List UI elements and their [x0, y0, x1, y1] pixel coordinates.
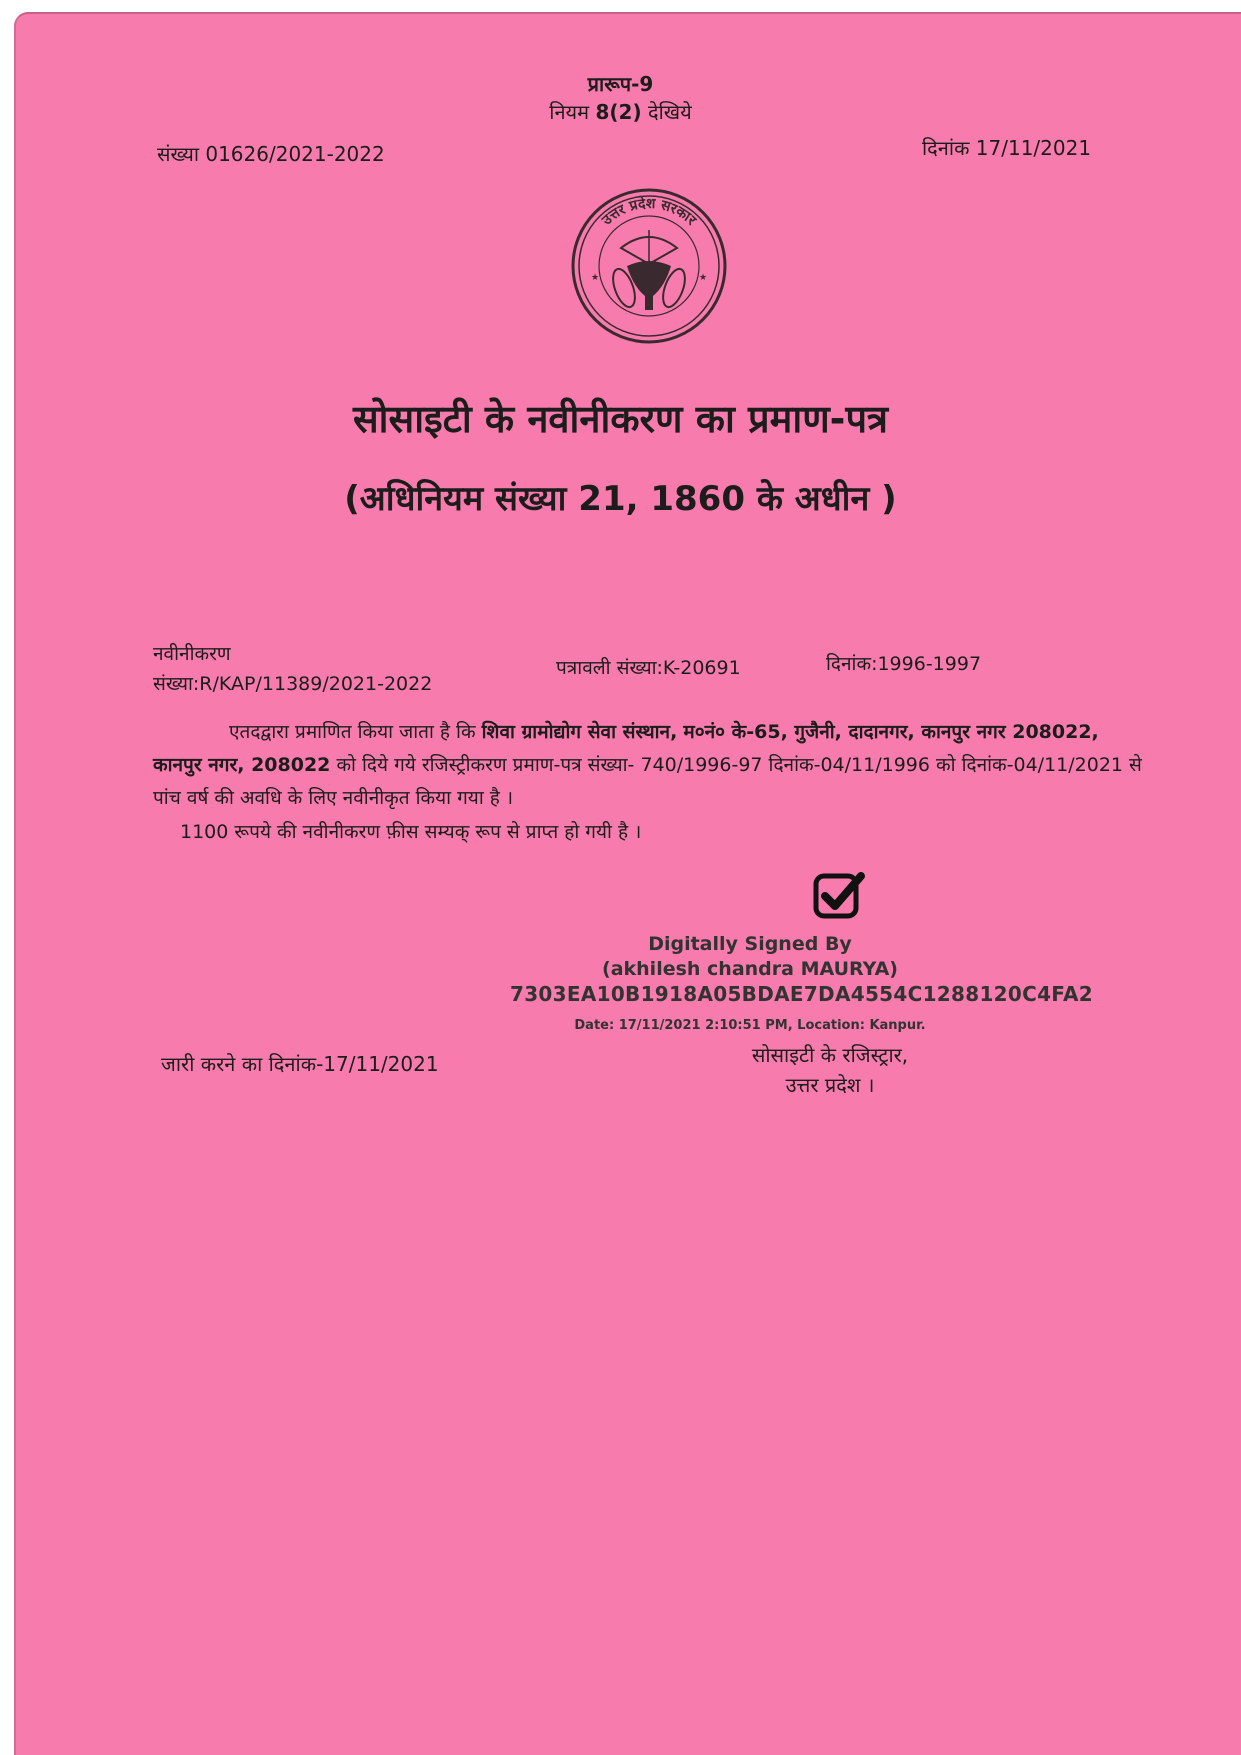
certificate-body [153, 716, 1143, 815]
rule-prefix: नियम [549, 100, 590, 124]
checkmark-box-icon [811, 868, 867, 924]
renewal-label: नवीनीकरण [153, 643, 231, 665]
signature-hash: 7303EA10B1918A05BDAE7DA4554C1288120C4FA2 [510, 982, 1093, 1006]
body-intro: एतदद्वारा प्रमाणित किया जाता है कि [229, 721, 476, 743]
registrar-state: उत्तर प्रदेश । [785, 1073, 875, 1097]
serial-number: संख्या 01626/2021-2022 [157, 142, 385, 166]
fee-statement: 1100 रूपये की नवीनीकरण फ़ीस सम्यक् रूप से प्राप्त हो गयी है । [180, 821, 642, 843]
rule-suffix: देखिये [647, 100, 692, 124]
certificate-subtitle: (अधिनियम संख्या 21, 1860 के अधीन ) [344, 479, 897, 519]
registrar-title: सोसाइटी के रजिस्ट्रार, [751, 1043, 909, 1067]
svg-text:★: ★ [591, 273, 600, 283]
society-name: शिवा ग्रामोद्योग सेवा संस्थान, [481, 721, 678, 743]
seal-text: उत्तर प्रदेश सरकार [599, 195, 700, 229]
signature-meta: Date: 17/11/2021 2:10:51 PM, Location: Kanpur. [574, 1018, 926, 1033]
renewal-number: संख्या:R/KAP/11389/2021-2022 [153, 673, 433, 695]
svg-text:★: ★ [699, 273, 708, 283]
digital-signature [510, 932, 1093, 1007]
signed-by-label: Digitally Signed By [648, 933, 852, 955]
certificate-title: सोसाइटी के नवीनीकरण का प्रमाण-पत्र [352, 397, 889, 441]
file-date: दिनांक:1996-1997 [826, 653, 982, 675]
body-registration: को दिये गये रजिस्ट्रीकरण प्रमाण-पत्र संख्या- 740/1996-97 दिनांक-04/11/1996 को दिनांक-04/11/2021 से पांच वर्ष की अवधि के लिए नवीनीकृत किया गया है । [153, 754, 1142, 809]
registrar-designation [710, 1040, 950, 1100]
issue-date-footer: जारी करने का दिनांक-17/11/2021 [161, 1052, 439, 1076]
rule-number: 8(2) [595, 100, 642, 124]
form-number: प्रारूप-9 [587, 72, 654, 96]
society-address: म०नं० के-65, गुजैनी, दादानगर, कानपुर नगर 208022, कानपुर नगर, 208022 [153, 721, 1099, 776]
rule-reference [0, 98, 1241, 125]
signer-name: (akhilesh chandra MAURYA) [602, 958, 898, 980]
issue-date-top: दिनांक 17/11/2021 [922, 136, 1092, 160]
up-government-seal-icon [569, 186, 729, 346]
file-number: पत्रावली संख्या:K-20691 [556, 657, 741, 679]
